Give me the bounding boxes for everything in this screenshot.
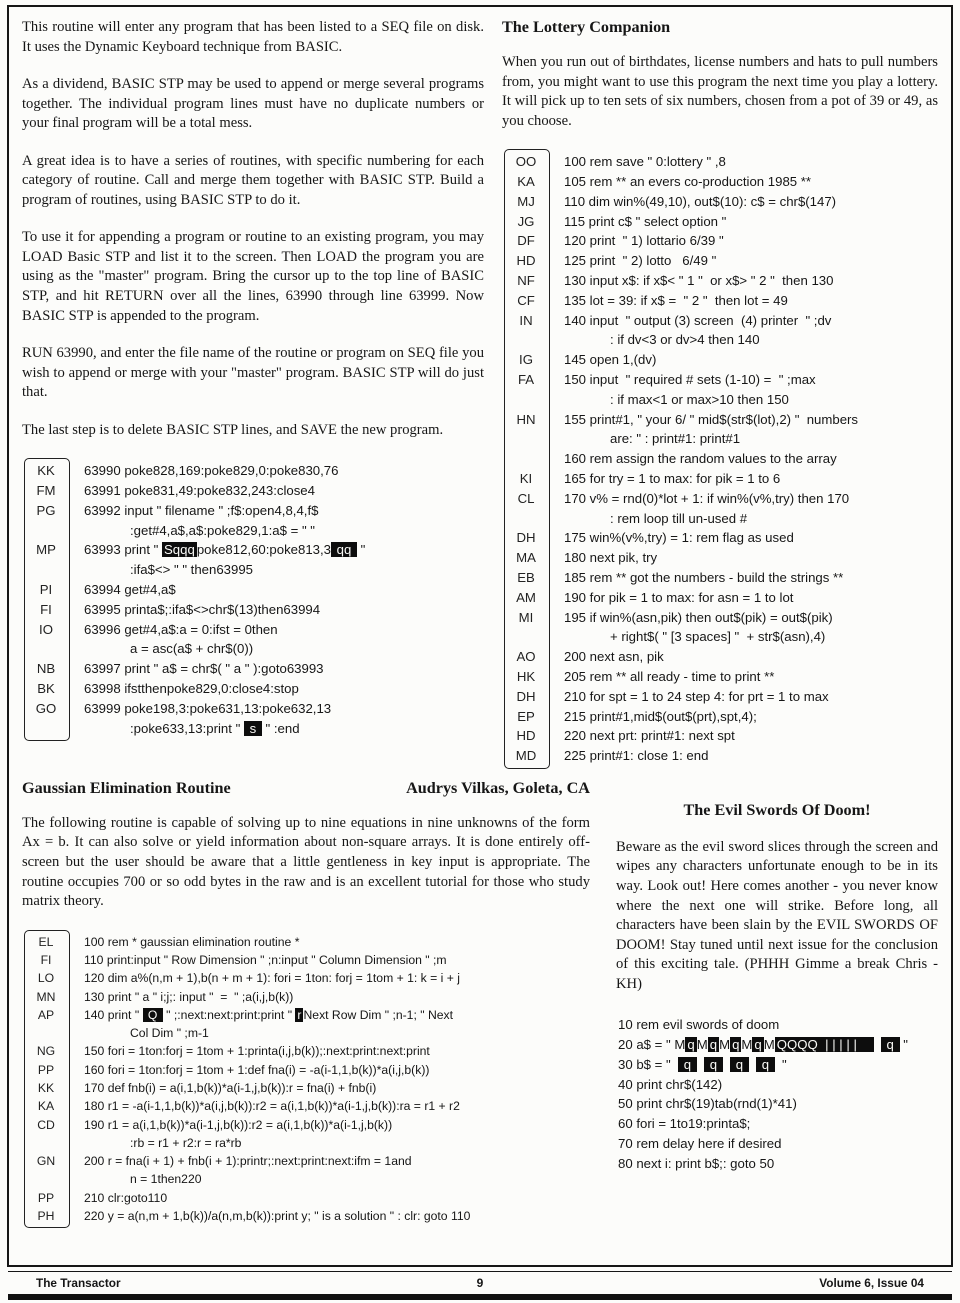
listing-row	[504, 469, 938, 489]
reverse-video-text: q	[758, 1056, 773, 1072]
page-content	[7, 5, 953, 1267]
code-line: 180 next pik, try	[564, 550, 658, 566]
listing-row	[24, 1189, 590, 1207]
listing-row	[504, 608, 938, 648]
code-line: 63993 print " Sqqq poke812,60:poke813,3 qq "	[84, 542, 366, 558]
reverse-video-text: Q	[144, 1007, 161, 1022]
listing-row	[24, 1207, 590, 1225]
listing-row	[618, 1114, 938, 1134]
checksum-code: MN	[36, 989, 56, 1004]
checksum-code: MP	[36, 542, 56, 558]
code-line-continuation: : if dv<3 or dv>4 then 140	[610, 332, 760, 348]
checksum-code: AP	[37, 1007, 55, 1022]
checksum-code: FI	[40, 601, 52, 617]
checksum-code: PH	[37, 1209, 55, 1224]
listing-row	[24, 1006, 590, 1043]
gaussian-title: Gaussian Elimination Routine	[22, 778, 231, 797]
listing-row	[618, 1015, 938, 1035]
listing-row	[24, 1042, 590, 1060]
code-line: 105 rem ** an evers co-production 1985 **	[564, 173, 812, 189]
listing-row	[24, 620, 484, 660]
code-line: 63997 print " a$ = chr$( " a " ):goto63993	[84, 661, 324, 677]
checksum-code: DH	[516, 688, 536, 704]
gaussian-article	[22, 775, 590, 1228]
code-line: 225 print#1: close 1: end	[564, 748, 709, 764]
listing-row	[504, 449, 938, 469]
code-line: 220 y = a(n,m + 1,b(k))/a(n,m,b(k)):print y; " is a solution " : clr: goto 110	[84, 1209, 471, 1224]
lottery-article	[502, 18, 938, 769]
checksum-code: MJ	[517, 193, 535, 209]
code-line: 220 next prt: print#1: next spt	[564, 728, 735, 744]
code-line-continuation: are: " : print#1: print#1	[610, 431, 741, 447]
code-line: 140 print " Q " ;:next:next:print:print " r Next Row Dim " ;n-1; " Next	[84, 1007, 454, 1022]
paragraph: This routine will enter any program that has been listed to a SEQ file on disk. It uses the Dynamic Keyboard technique from BASIC.	[22, 19, 484, 55]
code-line: 63992 input " filename " ;f$:open4,8,4,f$	[84, 502, 319, 518]
code-line-continuation: a = asc(a$ + chr$(0))	[130, 641, 254, 657]
listing-row	[504, 588, 938, 608]
listing-row	[504, 231, 938, 251]
reverse-video-text: qq	[333, 542, 356, 558]
paragraph: The following routine is capable of solving up to nine equations in nine unknowns of the form Ax = b. It can also solve or yield information about non-square arrays. It is done entirely off-screen but the user should be aware that a little gentleness in key input is appropriate. The routine occupies 700 or so odd bytes in the raw and is an excellent tutorial for those who study matrix theory.	[22, 814, 590, 910]
checksum-code: CD	[37, 1117, 55, 1132]
checksum-code: JG	[517, 213, 535, 229]
code-line-continuation: Col Dim " ;m-1	[130, 1026, 209, 1041]
listing-row	[24, 699, 484, 739]
listing-row	[24, 1079, 590, 1097]
paragraph: A great idea is to have a series of routines, with specific numbering for each category of routine. Call and merge them together with BASIC STP. Build a program of routines, using BASIC STP to do it.	[22, 152, 484, 208]
code-line: 100 rem save " 0:lottery " ,8	[564, 154, 726, 170]
code-line: 145 open 1,(dv)	[564, 352, 657, 368]
checksum-code: DF	[517, 233, 535, 249]
checksum-code: NF	[517, 272, 535, 288]
listing-row	[24, 600, 484, 620]
checksum-code: HD	[516, 728, 536, 744]
checksum-code: PP	[37, 1062, 55, 1077]
code-line: 150 input " required # sets (1-10) = " ;max	[564, 371, 816, 387]
code-line: 160 rem assign the random values to the array	[564, 451, 837, 467]
code-line: 110 dim win%(49,10), out$(10): c$ = chr$(147)	[564, 193, 837, 209]
checksum-code: MD	[515, 748, 537, 764]
checksum-code: NG	[36, 1044, 56, 1059]
listing-row	[24, 1097, 590, 1115]
checksum-code: MA	[516, 550, 536, 566]
listing-row	[24, 1061, 590, 1079]
checksum-code: FI	[40, 952, 52, 967]
paragraph: To use it for appending a program or routine to an existing program, you may LOAD Basic STP and list it to the screen. Then LOAD the program you are using as the "master" program. Bring the cursor up to the top line of BASIC STP, and hit RETURN over all the lines, 63990 through line 63999. Now BASIC STP is appended to the program.	[22, 229, 484, 324]
listing-row	[24, 988, 590, 1006]
checksum-code: KA	[517, 173, 535, 189]
listing-row	[504, 212, 938, 232]
code-line-continuation: :ifa$<> " " then63995	[130, 562, 254, 578]
listing-row	[504, 568, 938, 588]
code-line: 30 b$ = " q q q q "	[618, 1056, 787, 1072]
top-section	[22, 18, 938, 769]
listing-row	[504, 291, 938, 311]
code-line: 170 v% = rnd(0)*lot + 1: if win%(v%,try) then 170	[564, 490, 850, 506]
code-line: 63999 poke198,3:poke631,13:poke632,13	[84, 700, 332, 716]
listing-row	[504, 528, 938, 548]
reverse-video-text: q	[882, 1037, 898, 1053]
code-line-continuation: n = 1then220	[130, 1172, 202, 1187]
checksum-code: PP	[37, 1190, 55, 1205]
lottery-title: The Lottery Companion	[502, 18, 671, 36]
checksum-code: KK	[37, 463, 55, 479]
checksum-code: FA	[517, 371, 535, 387]
listing-row	[618, 1154, 938, 1174]
code-line: 60 fori = 1to19:printa$;	[618, 1116, 751, 1132]
listing-row	[504, 647, 938, 667]
checksum-code: CL	[517, 490, 535, 506]
listing-row	[504, 548, 938, 568]
reverse-video-text: q	[680, 1056, 695, 1072]
checksum-code: IO	[39, 621, 53, 637]
evil-swords-title: The Evil Swords Of Doom!	[683, 800, 871, 819]
basic-stp-article	[22, 18, 484, 769]
checksum-code: HK	[516, 668, 536, 684]
code-line: 40 print chr$(142)	[618, 1076, 723, 1092]
listing-row	[504, 489, 938, 529]
code-line-continuation: :get#4,a$,a$:poke829,1:a$ = " "	[130, 522, 315, 538]
listing-row	[618, 1075, 938, 1095]
listing-row	[504, 172, 938, 192]
code-line: 190 for pik = 1 to max: for asn = 1 to lot	[564, 589, 794, 605]
checksum-code: KI	[519, 470, 533, 486]
checksum-code: IN	[519, 312, 533, 328]
reverse-video-text: Sqqq	[164, 542, 195, 558]
reverse-video-text: q	[706, 1056, 721, 1072]
code-line-continuation: : if max<1 or max>10 then 150	[610, 391, 789, 407]
paragraph: As a dividend, BASIC STP may be used to append or merge several programs together. The individual program lines must have no duplicate numbers or your final program will be a total mess.	[22, 76, 484, 132]
checksum-code: LO	[37, 971, 55, 986]
code-line: 210 clr:goto110	[84, 1190, 168, 1205]
listing-row	[504, 746, 938, 766]
paragraph: When you run out of birthdates, license numbers and hats to pull numbers from, you might want to use this program the next time you play a lottery. It will pick up to ten sets of six numbers, chosen from a pot of 39 or 49, as you choose.	[502, 54, 938, 129]
checksum-code: DH	[516, 530, 536, 546]
code-line: 155 print#1, " your 6/ " mid$(str$(lot),2) " numbers	[564, 411, 859, 427]
code-line: 195 if win%(asn,pik) then out$(pik) = out$(pik)	[564, 609, 833, 625]
footer-page-number: 9	[476, 1276, 484, 1290]
evil-swords-article	[616, 775, 938, 1228]
checksum-code: PG	[36, 502, 56, 518]
code-line: 120 print " 1) lottario 6/39 "	[564, 233, 724, 249]
listing-row	[504, 152, 938, 172]
reverse-video-text: s	[245, 720, 260, 736]
reverse-video-text: QQQQ | | | | |	[776, 1037, 872, 1053]
listing-row	[618, 1134, 938, 1154]
footer-bottom-bar	[8, 1294, 952, 1300]
basic-stp-listing	[24, 458, 484, 741]
listing-row	[504, 192, 938, 212]
paragraph: Beware as the evil sword slices through the screen and wipes any characters unfortunate enough to be in its way. Look out! Here comes another - you never know where the next one will strike. Before long, all characters have been slain by the EVIL SWORDS OF DOOM! Stay tuned until next issue for the conclusion of this exciting tale. (PHHH Gimme a break Chris - KH)	[616, 838, 938, 992]
footer-magazine-name: The Transactor	[36, 1276, 121, 1290]
code-line: 120 dim a%(n,m + 1),b(n + m + 1): fori = 1ton: forj = 1tom + 1: k = i + j	[84, 971, 460, 986]
listing-row	[504, 370, 938, 410]
code-line: 80 next i: print b$;: goto 50	[618, 1155, 775, 1171]
checksum-code: GN	[36, 1154, 56, 1169]
listing-row	[24, 679, 484, 699]
code-line: 63990 poke828,169:poke829,0:poke830,76	[84, 463, 339, 479]
checksum-code: AM	[516, 589, 536, 605]
listing-row	[504, 311, 938, 351]
checksum-code: EP	[517, 708, 535, 724]
lottery-listing	[504, 149, 938, 769]
listing-row	[504, 410, 938, 450]
checksum-code: BK	[37, 681, 55, 697]
listing-row	[504, 687, 938, 707]
listing-row	[618, 1035, 938, 1055]
code-line: 130 input x$: if x$< " 1 " or x$> " 2 " then 130	[564, 272, 834, 288]
checksum-code: GO	[35, 700, 57, 716]
code-line: 160 fori = 1ton:forj = 1tom + 1:def fna(i) = -a(i-1,1,b(k))*a(i,j,b(k))	[84, 1062, 430, 1077]
code-line: 210 for spt = 1 to 24 step 4: for prt = 1 to max	[564, 688, 829, 704]
checksum-code: PI	[39, 582, 53, 598]
code-line: 175 win%(v%,try) = 1: rem flag as used	[564, 530, 794, 546]
gaussian-heading-row	[22, 779, 590, 798]
code-line: 200 r = fna(i + 1) + fnb(i + 1):printr;:next:print:next:ifm = 1and	[84, 1154, 412, 1169]
reverse-video-text: q	[687, 1037, 695, 1053]
code-line: 110 print:input " Row Dimension " ;n:input " Column Dimension " ;m	[84, 952, 447, 967]
code-line: 205 rem ** all ready - time to print **	[564, 668, 775, 684]
footer-volume-issue: Volume 6, Issue 04	[819, 1276, 924, 1290]
checksum-code: IG	[519, 352, 533, 368]
listing-row	[504, 251, 938, 271]
paragraph: RUN 63990, and enter the file name of the routine or program on SEQ file you wish to append or merge with your "master" program. BASIC STP will do just that.	[22, 345, 484, 401]
listing-row	[24, 969, 590, 987]
code-line: 180 r1 = -a(i-1,1,b(k))*a(i,j,b(k)):r2 = a(i,1,b(k))*a(i-1,j,b(k)):ra = r1 + r2	[84, 1099, 460, 1114]
listing-row	[24, 933, 590, 951]
code-line-continuation: :poke633,13:print " s " :end	[130, 720, 300, 736]
footer-row	[8, 1271, 952, 1293]
listing-row	[618, 1094, 938, 1114]
code-line-continuation: + right$( " [3 spaces] " + str$(asn),4)	[610, 629, 826, 645]
listing-row	[24, 659, 484, 679]
checksum-code: OO	[515, 154, 537, 170]
code-line: 185 rem ** got the numbers - build the strings **	[564, 569, 844, 585]
code-line: 63994 get#4,a$	[84, 582, 176, 598]
code-line: 130 print " a " i;j;: input " = " ;a(i,j,b(k))	[84, 989, 294, 1004]
checksum-code: EB	[517, 569, 535, 585]
gaussian-listing	[24, 930, 590, 1229]
code-line: 50 print chr$(19)tab(rnd(1)*41)	[618, 1096, 797, 1112]
code-line: 135 lot = 39: if x$ = " 2 " then lot = 49	[564, 292, 788, 308]
checksum-code: AO	[516, 649, 536, 665]
listing-row	[24, 461, 484, 481]
code-line: 150 fori = 1ton:forj = 1tom + 1:printa(i,j,b(k));:next:print:next:print	[84, 1044, 430, 1059]
checksum-code: KK	[37, 1081, 55, 1095]
listing-row	[504, 271, 938, 291]
code-line: 115 print c$ " select option "	[564, 213, 727, 229]
listing-row	[504, 707, 938, 727]
code-line: 70 rem delay here if desired	[618, 1136, 782, 1152]
gaussian-author: Audrys Vilkas, Goleta, CA	[406, 778, 590, 797]
code-line: 200 next asn, pik	[564, 649, 664, 665]
reverse-video-text: q	[754, 1037, 762, 1053]
code-line: 165 for try = 1 to max: for pik = 1 to 6	[564, 470, 781, 486]
checksum-code: KA	[37, 1099, 55, 1114]
code-line: 10 rem evil swords of doom	[618, 1017, 780, 1033]
code-line: 20 a$ = " M q M q M q M q M QQQQ | | | | | q "	[618, 1037, 908, 1053]
code-line: 215 print#1,mid$(out$(prt),spt,4);	[564, 708, 757, 724]
checksum-code: FM	[36, 483, 56, 499]
code-line: 140 input " output (3) screen (4) printer " ;dv	[564, 312, 832, 328]
code-line: 190 r1 = a(i,1,b(k))*a(i-1,j,b(k)):r2 = a(i,1,b(k))*a(i-1,j,b(k))	[84, 1117, 393, 1132]
listing-row	[504, 350, 938, 370]
code-line: 170 def fnb(i) = a(i,1,b(k))*a(i-1,j,b(k)):r = fna(i) + fnb(i)	[84, 1081, 377, 1095]
checksum-code: HD	[516, 253, 536, 269]
listing-row	[24, 481, 484, 501]
checksum-code: NB	[36, 661, 56, 677]
checksum-code: MI	[518, 609, 534, 625]
code-line: 125 print " 2) lotto 6/49 "	[564, 253, 717, 269]
listing-row	[24, 951, 590, 969]
listing-row	[24, 1152, 590, 1189]
evil-swords-listing	[618, 1012, 938, 1176]
code-line: 63991 poke831,49:poke832,243:close4	[84, 483, 315, 499]
bottom-section	[22, 775, 938, 1228]
reverse-video-text: q	[709, 1037, 718, 1053]
reverse-video-text: q	[732, 1056, 747, 1072]
code-line-continuation: : rem loop till un-used #	[610, 510, 748, 526]
page-footer	[8, 1271, 952, 1300]
listing-row	[504, 726, 938, 746]
checksum-code: CF	[517, 292, 535, 308]
reverse-video-text: r	[297, 1007, 302, 1022]
code-line: 63996 get#4,a$:a = 0:ifst = 0then	[84, 621, 278, 637]
listing-row	[24, 580, 484, 600]
listing-row	[504, 667, 938, 687]
code-line: 100 rem * gaussian elimination routine *	[84, 934, 300, 949]
reverse-video-text: q	[732, 1037, 740, 1053]
listing-row	[24, 501, 484, 541]
listing-row	[618, 1055, 938, 1075]
listing-row	[24, 540, 484, 580]
listing-row	[24, 1116, 590, 1153]
paragraph: The last step is to delete BASIC STP lines, and SAVE the new program.	[22, 421, 444, 438]
code-line: 63995 printa$;:ifa$<>chr$(13)then63994	[84, 601, 321, 617]
checksum-code: EL	[38, 934, 54, 949]
code-line: 63998 ifstthenpoke829,0:close4:stop	[84, 681, 299, 697]
checksum-code: HN	[516, 411, 536, 427]
code-line-continuation: :rb = r1 + r2:r = ra*rb	[130, 1135, 242, 1150]
